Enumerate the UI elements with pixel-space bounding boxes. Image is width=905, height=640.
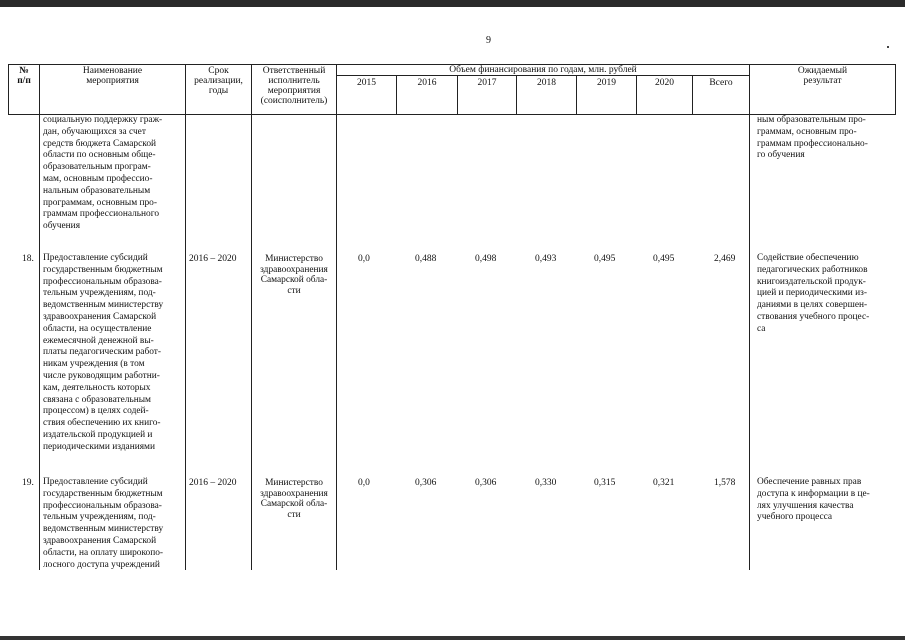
value-2016: 0,306	[415, 478, 437, 488]
header-name: Наименование мероприятия	[82, 66, 143, 86]
header-financing: Объем финансирования по годам, млн. рублей	[449, 65, 637, 75]
value-2019: 0,315	[594, 478, 616, 488]
col-border	[895, 64, 896, 115]
row-executor: Министерство здравоохранения Самарской обла- сти	[260, 254, 328, 296]
header-executor: Ответственный исполнитель мероприятия (соисполнитель)	[260, 66, 328, 106]
scan-speck	[887, 46, 889, 48]
row-result: Обеспечение равных прав доступа к информации в це- лях улучшения качества учебного процесса	[757, 477, 870, 523]
top-scan-border	[0, 0, 905, 7]
col-border	[39, 64, 40, 570]
header-result: Ожидаемый результат	[797, 66, 848, 86]
row-name: Предоставление субсидий государственным бюджетным профессиональным образова- тельным учреждениям, под- ведомственным министерству здравоохранения Самарской области, на осуществление ежемесячной денежной вы- платы педагогическим работ- никам учреждения (в том числе руководящим работни- кам, деятельность которых связана с образовательным процессом) в целях содей- ствия обеспечению их книго- издательской продукцией и периодическими изданиями	[43, 253, 164, 452]
header-year-2016: 2016	[417, 78, 437, 88]
col-border	[185, 64, 186, 570]
value-2017: 0,498	[475, 254, 497, 264]
value-total: 1,578	[714, 478, 736, 488]
value-2020: 0,495	[653, 254, 675, 264]
row-executor: Министерство здравоохранения Самарской обла- сти	[260, 478, 328, 520]
header-total: Всего	[709, 78, 733, 88]
header-num: № п/п	[17, 66, 31, 86]
row-term: 2016 – 2020	[189, 478, 237, 488]
row-number: 19.	[22, 478, 34, 488]
bottom-scan-border	[0, 636, 905, 640]
row-number: 18.	[22, 254, 34, 264]
continuation-result: ным образовательным про- граммам, основным про- граммам профессионально- го обучения	[757, 115, 868, 161]
value-2018: 0,493	[535, 254, 557, 264]
value-2019: 0,495	[594, 254, 616, 264]
header-year-2018: 2018	[537, 78, 556, 88]
page-number: 9	[486, 35, 491, 46]
continuation-name: социальную поддержку граж- дан, обучающихся за счет средств бюджета Самарской области по основным обще- образовательным програм- мам, основным профессио- нальным образовательным программам, основным про- граммам профессионального обучения	[43, 115, 163, 232]
value-2018: 0,330	[535, 478, 557, 488]
col-border	[749, 64, 750, 570]
header-year-2015: 2015	[357, 78, 376, 88]
value-2015: 0,0	[358, 478, 370, 488]
header-year-2017: 2017	[477, 78, 497, 88]
row-term: 2016 – 2020	[189, 254, 237, 264]
row-result: Содействие обеспечению педагогических работников книгоиздательской продук- цией и периодическими из- даниями в целях совершен- ствования учебного процес- са	[757, 253, 870, 334]
header-year-2019: 2019	[597, 78, 616, 88]
col-border	[336, 64, 337, 570]
financing-subheader-line	[336, 75, 749, 76]
value-2015: 0,0	[358, 254, 370, 264]
header-term: Срок реализации, годы	[194, 66, 243, 96]
value-total: 2,469	[714, 254, 736, 264]
value-2016: 0,488	[415, 254, 437, 264]
value-2017: 0,306	[475, 478, 497, 488]
row-name: Предоставление субсидий государственным бюджетным профессиональным образова- тельным учреждениям, под- ведомственным министерству здравоохранения Самарской области, на оплату широкопо- лосного доступа учреждений	[43, 477, 164, 570]
value-2020: 0,321	[653, 478, 675, 488]
header-year-2020: 2020	[655, 78, 674, 88]
